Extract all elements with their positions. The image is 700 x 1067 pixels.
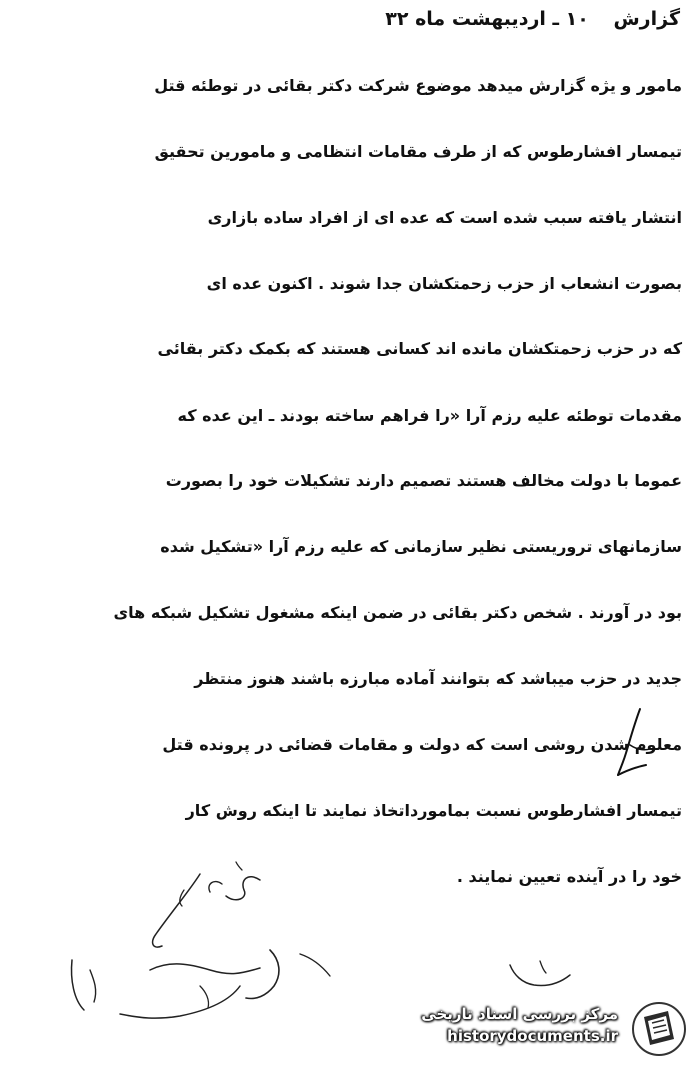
handwritten-signature-lower	[60, 930, 380, 1030]
margin-handwritten-mark	[612, 705, 657, 785]
body-line-11: معلوم شدن روشی است که دولت و مقامات قضائی در پرونده قتل	[162, 735, 682, 754]
archive-logo-icon	[630, 1001, 688, 1057]
watermark-url: historydocuments.ir	[447, 1027, 618, 1045]
body-line-1: مامور و یژه گزارش میدهد موضوع شرکت دکتر بقائی در توطئه قتل	[154, 76, 682, 95]
body-line-3: انتشار یافته سبب شده است که عده ای از افراد ساده بازاری	[207, 208, 682, 227]
body-line-7: عموما با دولت مخالف هستند تصمیم دارند تشکیلات خود را بصورت	[165, 471, 682, 490]
report-title: گزارش	[613, 8, 680, 30]
body-line-8: سازمانهای تروریستی نظیر سازمانی که علیه رزم آرا «تشکیل شده	[160, 537, 682, 556]
body-line-6: مقدمات توطئه علیه رزم آرا «را فراهم ساخته بودند ـ این عده که	[177, 406, 682, 425]
watermark-archive-name: مرکز بررسی اسناد تاریخی	[421, 1005, 618, 1023]
body-line-9: بود در آورند . شخص دکتر بقائی در ضمن اینکه مشغول تشکیل شبکه های	[113, 603, 682, 622]
body-line-2: تیمسار افشارطوس که از طرف مقامات انتظامی و مامورین تحقیق	[154, 142, 682, 161]
body-line-13: خود را در آینده تعیین نمایند .	[456, 867, 682, 886]
body-line-12: تیمسار افشارطوس نسبت بمامورداتخاذ نمایند تا اینکه روش کار	[185, 801, 682, 820]
body-line-5: که در حزب زحمتکشان مانده اند کسانی هستند که بکمک دکتر بقائی	[157, 339, 682, 358]
report-date: ۱۰ ـ اردیبهشت ماه ۳۲	[385, 8, 589, 30]
body-line-4: بصورت انشعاب از حزب زحمتکشان جدا شوند . اکنون عده ای	[206, 274, 682, 293]
body-line-10: جدید در حزب میباشد که بتوانند آماده مبارزه باشند هنوز منتظر	[194, 669, 682, 688]
handwritten-initials	[500, 955, 580, 1005]
archive-watermark	[398, 1001, 688, 1057]
report-header	[385, 8, 680, 30]
